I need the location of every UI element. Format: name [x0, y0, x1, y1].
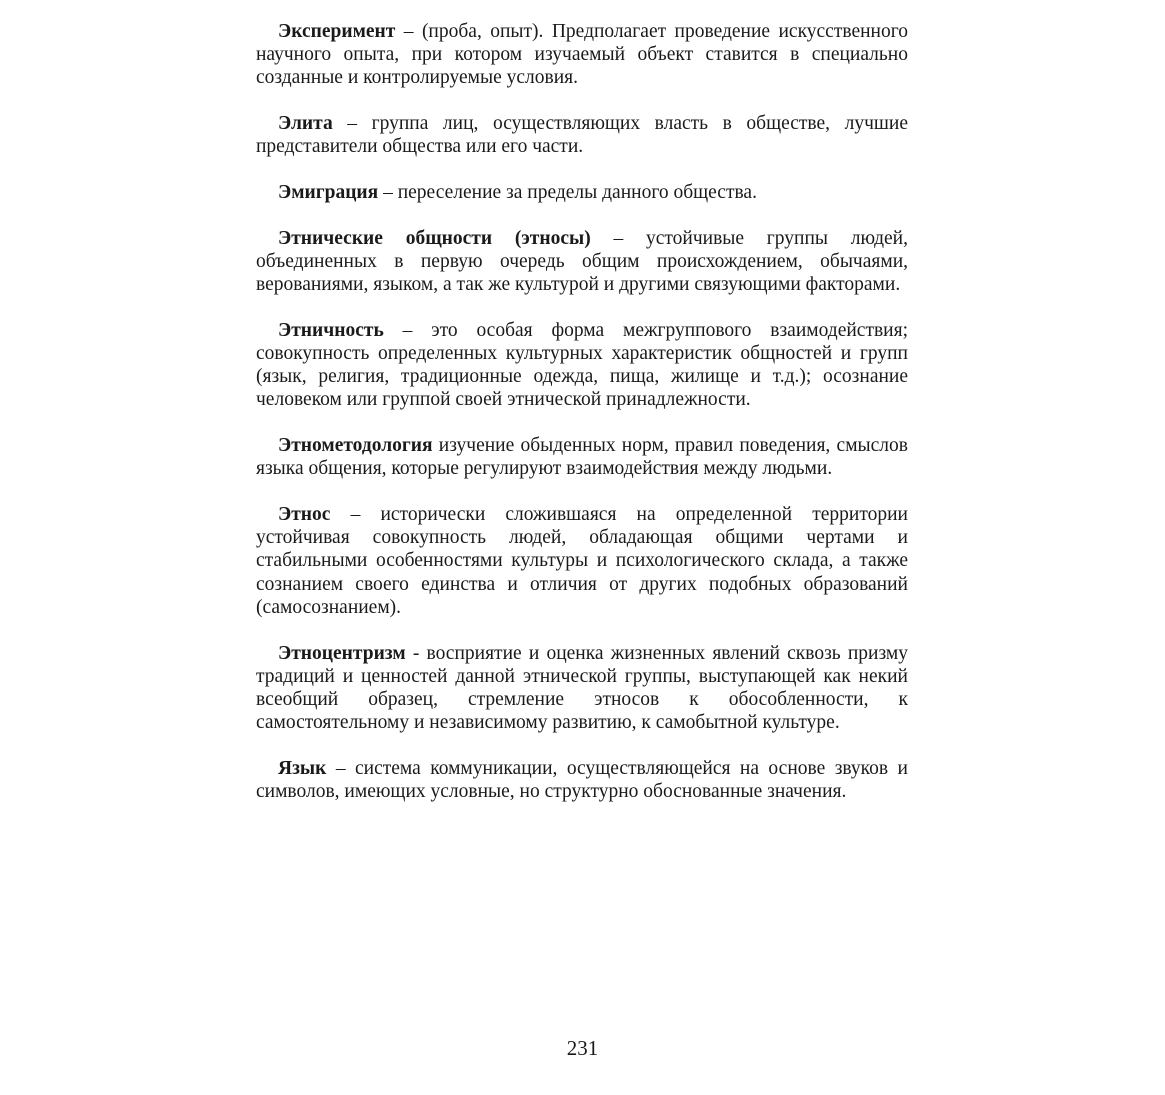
glossary-entry-elite [256, 112, 908, 158]
glossary-term: Язык [278, 757, 327, 779]
glossary-term: Этничность [278, 319, 384, 341]
glossary [256, 20, 908, 826]
glossary-definition: – устойчивые группы людей, объединенных в первую очередь общим происхождением, обычаями, верованиями, языком, а так же культурой и другими связующими факторами. [256, 227, 908, 296]
glossary-definition: – система коммуникации, осуществляющейся на основе звуков и символов, имеющих условные, но структурно обоснованные значения. [256, 757, 908, 803]
glossary-entry-emigration [256, 181, 908, 204]
glossary-entry-experiment [256, 20, 908, 90]
page-number: 231 [566, 1036, 599, 1060]
glossary-entry-ethnomethodology [256, 434, 908, 480]
glossary-term: Эксперимент [278, 21, 396, 42]
glossary-definition: – переселение за пределы данного общества. [378, 182, 757, 204]
glossary-term: Этнометодология [278, 435, 433, 457]
glossary-definition: – это особая форма межгруппового взаимодействия; совокупность определенных культурных характеристик общностей и групп (язык, религия, традиционные одежда, пища, жилище и т.д.); осознание человеком или группой своей этнической принадлежности. [256, 319, 908, 411]
glossary-term: Этноцентризм [278, 642, 406, 664]
glossary-term: Этнические общности (этносы) [278, 227, 591, 249]
glossary-entry-ethnic-communities [256, 227, 908, 297]
glossary-definition: – группа лиц, осуществляющих власть в обществе, лучшие представители общества или его части. [256, 113, 908, 158]
glossary-entry-ethnos [256, 503, 908, 619]
glossary-definition: – (проба, опыт). Предполагает проведение искусственного научного опыта, при котором изучаемый объект ставится в специально созданные и контролируемые условия. [256, 21, 908, 89]
glossary-term: Этнос [278, 504, 331, 526]
glossary-definition: – исторически сложившаяся на определенной территории устойчивая совокупность людей, обладающая общими чертами и стабильными особенностями культуры и психологического склада, а также сознанием своего единства и отличия от других подобных образований (самосознанием). [256, 504, 908, 618]
glossary-entry-language [256, 757, 908, 803]
glossary-entry-ethnicity [256, 319, 908, 412]
glossary-definition: изучение обыденных норм, правил поведения, смыслов языка общения, которые регулируют взаимодействия между людьми. [256, 435, 908, 480]
glossary-term: Элита [278, 113, 333, 135]
glossary-term: Эмиграция [278, 182, 379, 204]
glossary-entry-ethnocentrism [256, 642, 908, 735]
glossary-definition: - восприятие и оценка жизненных явлений сквозь призму традиций и ценностей данной этнической группы, выступающей как некий всеобщий образец, стремление этносов к обособленности, к самостоятельному и независимому развитию, к самобытной культуре. [256, 642, 908, 734]
